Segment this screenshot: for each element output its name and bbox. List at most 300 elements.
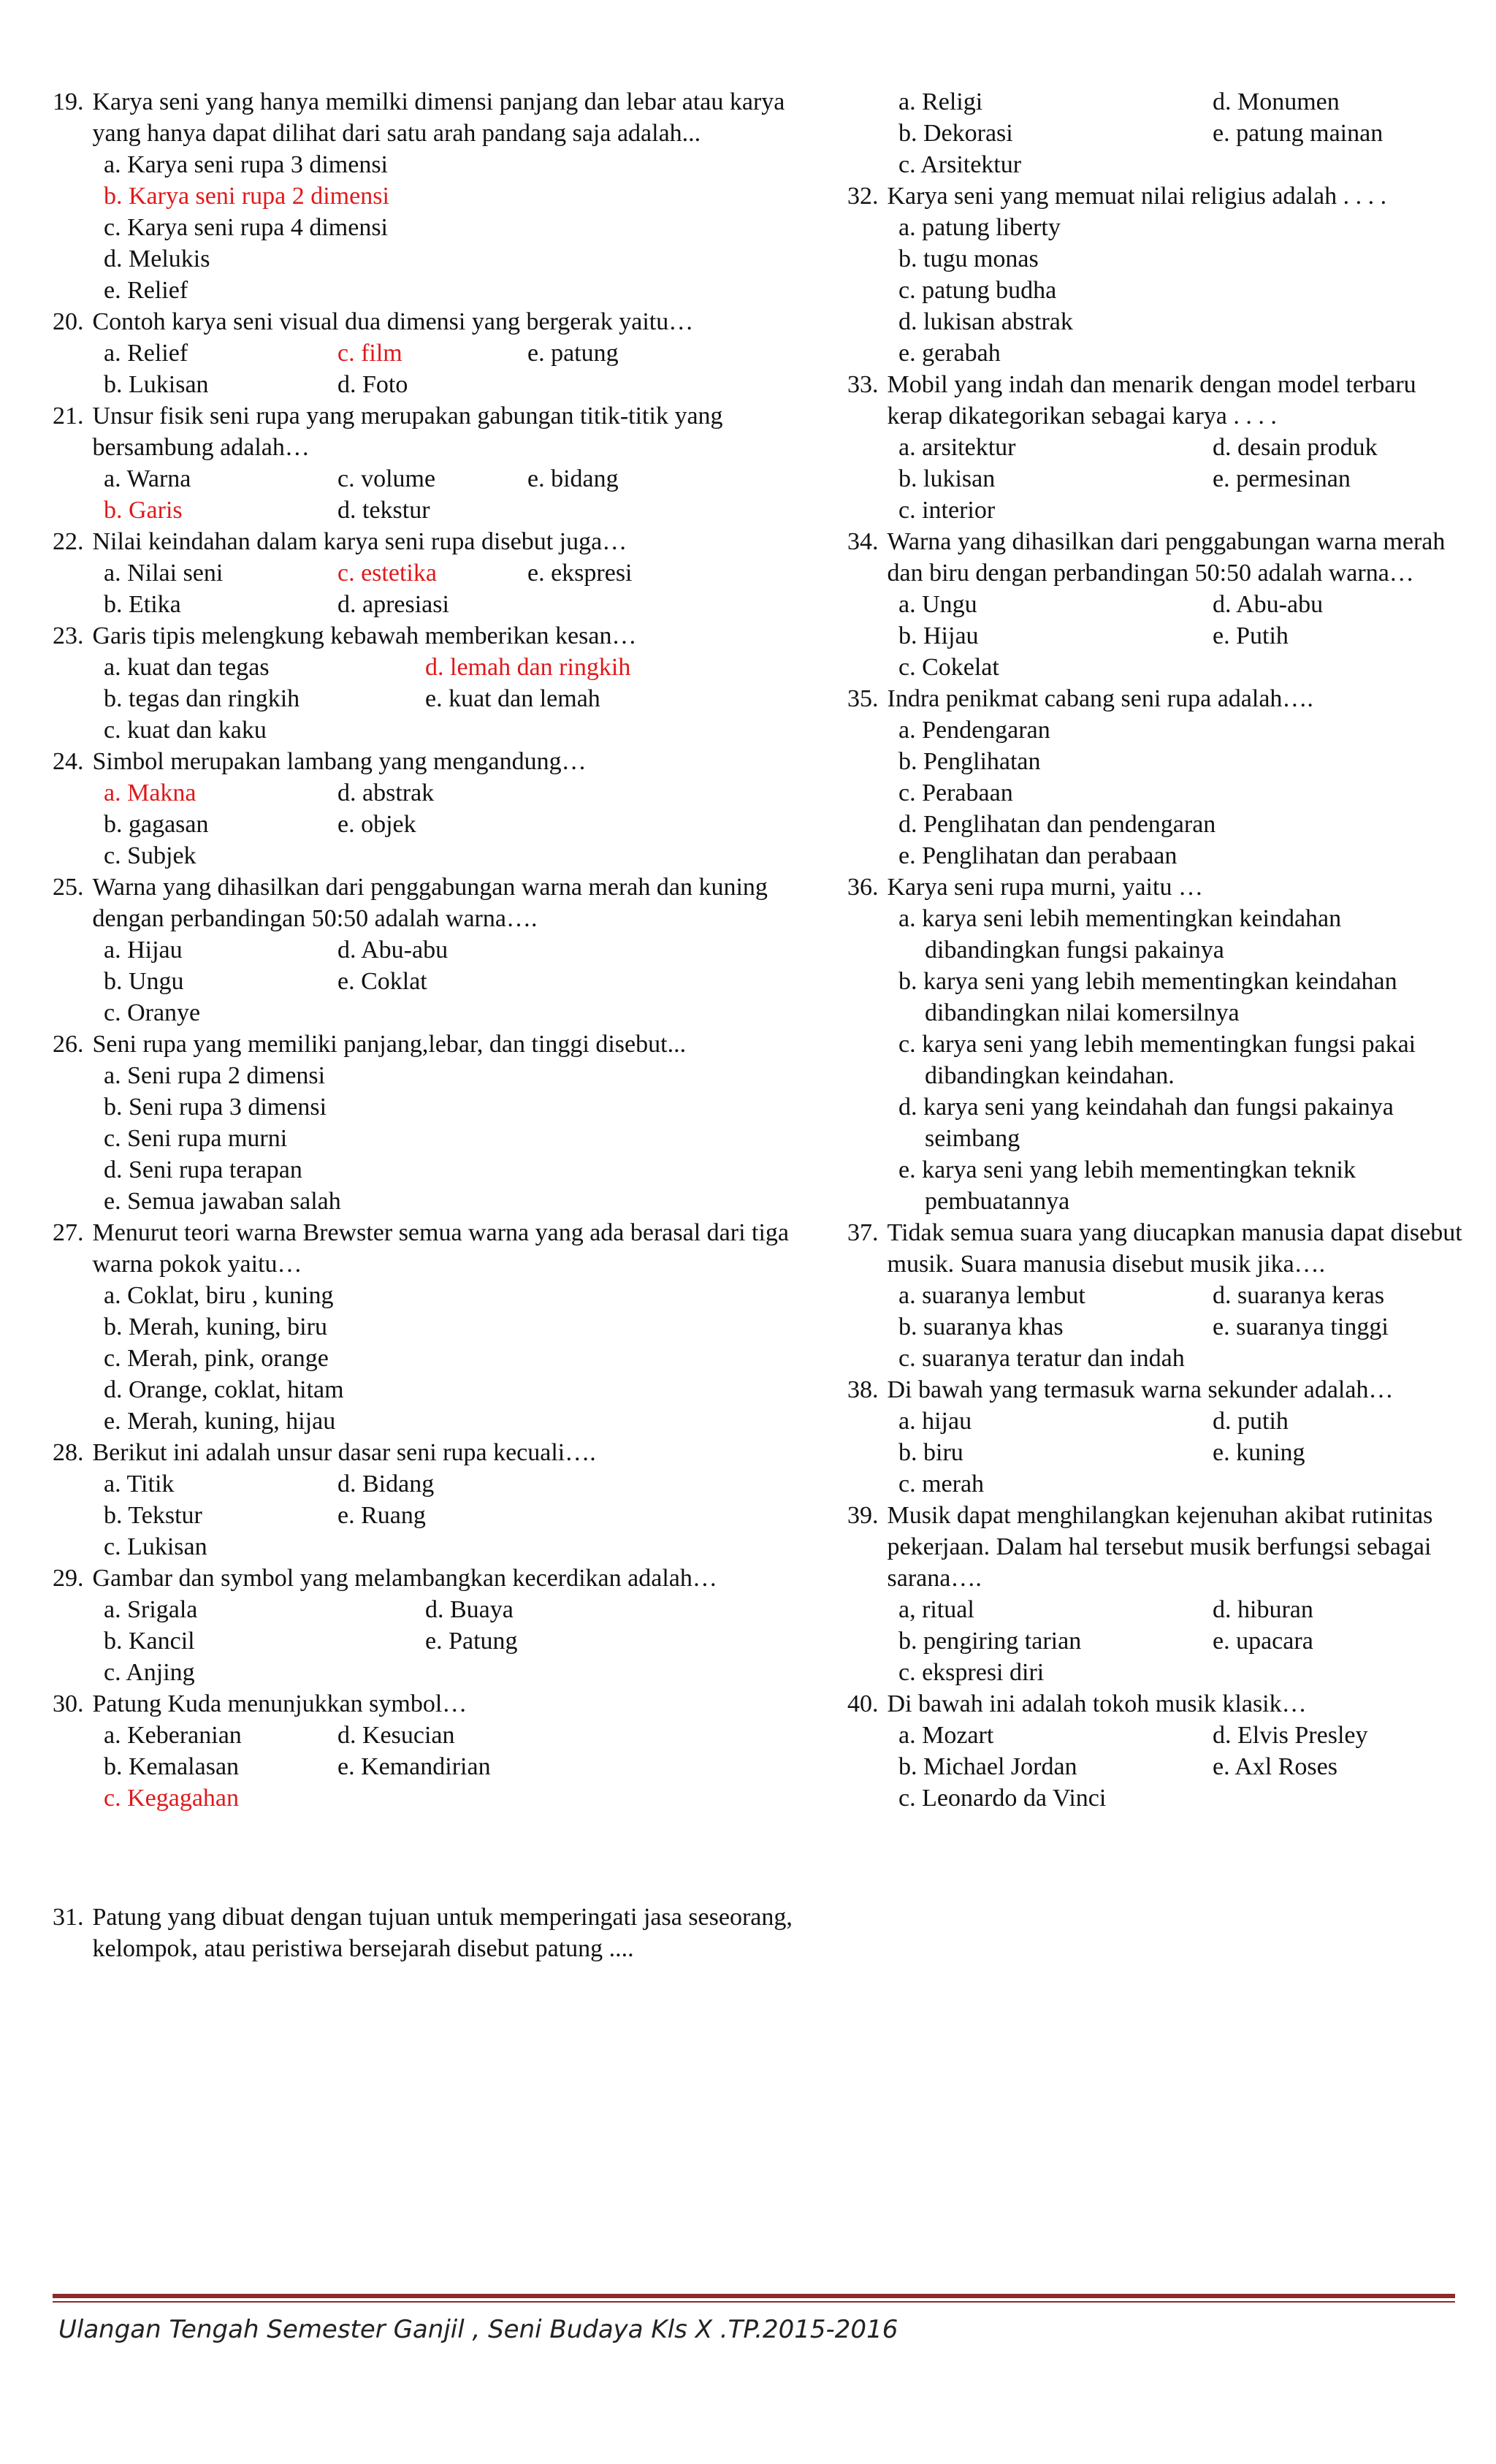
option-label: e. (337, 1502, 355, 1529)
answer-option (425, 1625, 805, 1657)
answer-option (898, 589, 1198, 620)
option-label: b. (104, 1628, 123, 1655)
question-30 (53, 1688, 805, 1814)
option-text: Kegagahan (127, 1785, 240, 1812)
option-label: e. (104, 1408, 121, 1435)
question-number: 27. (53, 1219, 84, 1246)
option-text: karya seni yang lebih mementingkan teknik pembuatannya (922, 1156, 1356, 1215)
option-label: e. (898, 340, 916, 367)
answer-option (104, 1531, 323, 1563)
option-text: Ungu (129, 968, 184, 995)
answer-option (1213, 1751, 1476, 1782)
option-label: c. (104, 842, 121, 869)
right-column (847, 86, 1476, 1814)
option-text: Hijau (127, 937, 183, 964)
option-label: a. (898, 1408, 916, 1435)
option-label: d. (337, 937, 356, 964)
option-label: a. (104, 1062, 121, 1089)
answer-option (1213, 1280, 1476, 1311)
question-text: Karya seni yang memuat nilai religius adalah . . . . (887, 183, 1387, 210)
answer-option (898, 903, 1476, 966)
question-text: Contoh karya seni visual dua dimensi yang bergerak yaitu… (92, 308, 694, 335)
answer-option (1213, 1594, 1476, 1625)
option-text: estetika (361, 560, 437, 587)
option-text: Oranye (127, 999, 201, 1026)
option-label: c. (104, 1345, 121, 1372)
option-label: b. (104, 497, 123, 524)
answer-option (527, 1468, 805, 1500)
option-label: a. (104, 1722, 121, 1749)
option-text: Titik (126, 1471, 175, 1498)
question-number: 23. (53, 622, 84, 649)
option-text: Warna (126, 465, 191, 492)
option-label: d. (337, 591, 356, 618)
option-text: suaranya keras (1237, 1282, 1385, 1309)
question-text: Berikut ini adalah unsur dasar seni rupa kecuali…. (92, 1439, 596, 1466)
option-label: b. (104, 811, 123, 838)
option-label: c. (104, 717, 121, 744)
option-text: objek (361, 811, 416, 838)
answer-option (104, 1060, 805, 1091)
option-text: ekspresi (551, 560, 633, 587)
option-label: e. (527, 560, 545, 587)
option-text: Michael Jordan (923, 1753, 1077, 1780)
option-text: lukisan (923, 465, 996, 492)
option-text: Religi (922, 88, 983, 115)
option-label: e. (1213, 120, 1230, 147)
answer-option (898, 809, 1476, 840)
answer-option (898, 620, 1198, 652)
option-label: c. (898, 1785, 916, 1812)
answer-option (1213, 1437, 1476, 1468)
answer-option (104, 337, 323, 369)
question-39 (847, 1500, 1476, 1688)
answer-option-correct (104, 777, 323, 809)
question-number: 29. (53, 1565, 84, 1592)
question-text: Menurut teori warna Brewster semua warna yang ada berasal dari tiga warna pokok yaitu… (92, 1219, 789, 1278)
option-text: Karya seni rupa 3 dimensi (127, 151, 388, 178)
answer-option (104, 1625, 411, 1657)
answer-option (104, 966, 323, 997)
question-number: 21. (53, 403, 84, 430)
answer-option (1213, 1625, 1476, 1657)
answer-option (104, 1123, 805, 1154)
option-text: permesinan (1236, 465, 1351, 492)
option-label: e. (1213, 1313, 1230, 1340)
answer-option (104, 1311, 805, 1343)
question-number: 40. (847, 1690, 879, 1717)
option-text: interior (922, 497, 996, 524)
question-text: Di bawah yang termasuk warna sekunder adalah… (887, 1376, 1394, 1403)
option-text: Putih (1236, 622, 1289, 649)
question-28 (53, 1437, 805, 1563)
question-number: 39. (847, 1502, 879, 1529)
question-35 (847, 683, 1476, 871)
option-text: biru (923, 1439, 963, 1466)
question-38 (847, 1374, 1476, 1500)
answer-option (898, 118, 1198, 149)
option-label: a. (898, 591, 916, 618)
question-text: Indra penikmat cabang seni rupa adalah…. (887, 685, 1313, 712)
answer-option (527, 1500, 805, 1531)
option-label: e. (898, 1156, 916, 1183)
question-40 (847, 1688, 1476, 1814)
answer-option (337, 809, 513, 840)
option-label: b. (104, 591, 123, 618)
option-text: Coklat, biru , kuning (127, 1282, 334, 1309)
answer-option (337, 1720, 513, 1751)
answer-option (898, 966, 1476, 1029)
answer-option (898, 714, 1476, 746)
option-text: Elvis Presley (1237, 1722, 1368, 1749)
option-label: e. (104, 277, 121, 304)
answer-option (898, 1405, 1198, 1437)
answer-option (104, 652, 411, 683)
left-column (53, 86, 805, 1964)
answer-option (898, 777, 1476, 809)
answer-option (898, 1343, 1198, 1374)
answer-option (898, 1437, 1198, 1468)
option-text: apresiasi (362, 591, 449, 618)
option-text: Tekstur (128, 1502, 202, 1529)
option-text: ekspresi diri (922, 1659, 1045, 1686)
option-text: Lukisan (129, 371, 209, 398)
option-text: Axl Roses (1234, 1753, 1337, 1780)
option-label: b. (898, 968, 917, 995)
option-text: Anjing (126, 1659, 195, 1686)
option-label: a. (898, 1282, 916, 1309)
answer-option (898, 1594, 1198, 1625)
option-text: upacara (1236, 1628, 1313, 1655)
option-label: b. (104, 1313, 123, 1340)
answer-option (104, 1468, 323, 1500)
answer-option (898, 1280, 1198, 1311)
option-label: b. (104, 685, 123, 712)
question-text: Karya seni rupa murni, yaitu … (887, 874, 1203, 901)
option-text: Merah, kuning, biru (129, 1313, 327, 1340)
answer-option (104, 149, 805, 180)
answer-option (337, 1500, 513, 1531)
answer-option (1213, 620, 1476, 652)
option-text: pengiring tarian (923, 1628, 1082, 1655)
option-text: Merah, pink, orange (127, 1345, 329, 1372)
question-number: 26. (53, 1031, 84, 1058)
answer-option (104, 1343, 805, 1374)
option-text: tegas dan ringkih (129, 685, 300, 712)
option-label: d. (1213, 1722, 1232, 1749)
question-number: 32. (847, 183, 879, 210)
option-label: b. (898, 622, 917, 649)
option-text: Relief (127, 277, 188, 304)
answer-option-correct (337, 557, 513, 589)
option-text: Ruang (361, 1502, 426, 1529)
question-text: Warna yang dihasilkan dari penggabungan warna merah dan biru dengan perbandingan 50:50 adalah warna… (887, 528, 1446, 587)
answer-option-correct (104, 180, 805, 212)
option-label: d. (337, 1471, 356, 1498)
answer-option-correct (104, 495, 323, 526)
answer-option (337, 589, 513, 620)
answer-option (337, 463, 513, 495)
option-label: c. (898, 1031, 916, 1058)
option-text: Kemalasan (129, 1753, 240, 1780)
answer-option (527, 934, 805, 966)
answer-option (898, 652, 1198, 683)
option-label: a. (104, 654, 121, 681)
option-text: Perabaan (922, 779, 1013, 806)
question-29 (53, 1563, 805, 1688)
option-text: Hijau (923, 622, 979, 649)
option-label: b. (104, 968, 123, 995)
option-label: a. (898, 214, 916, 241)
answer-option (104, 212, 805, 243)
option-text: abstrak (362, 779, 435, 806)
answer-option (104, 934, 323, 966)
option-label: e. (425, 685, 443, 712)
option-label: c. (104, 999, 121, 1026)
answer-option (898, 1468, 1198, 1500)
answer-option (425, 1594, 805, 1625)
option-text: Etika (129, 591, 181, 618)
option-label: c. (898, 1471, 916, 1498)
question-number: 35. (847, 685, 879, 712)
question-number: 34. (847, 528, 879, 555)
answer-option (898, 1720, 1198, 1751)
answer-option (1213, 1311, 1476, 1343)
answer-option (337, 369, 513, 400)
option-label: d. (425, 654, 444, 681)
question-number: 33. (847, 371, 879, 398)
option-label: e. (337, 811, 355, 838)
answer-option (1213, 1405, 1476, 1437)
question-text: Tidak semua suara yang diucapkan manusia dapat disebut musik. Suara manusia disebut musik jika…. (887, 1219, 1462, 1278)
option-text: merah (922, 1471, 985, 1498)
option-label: b. (898, 1313, 917, 1340)
answer-option (898, 840, 1476, 871)
answer-option (104, 1374, 805, 1405)
option-label: e. (527, 465, 545, 492)
option-label: d. (1213, 1282, 1232, 1309)
answer-option (898, 1782, 1198, 1814)
answer-option (104, 557, 323, 589)
option-text: Semua jawaban salah (127, 1188, 341, 1215)
question-text: Patung Kuda menunjukkan symbol… (92, 1690, 468, 1717)
option-label: c. (898, 277, 916, 304)
option-text: gagasan (129, 811, 209, 838)
question-26 (53, 1029, 805, 1217)
question-number: 36. (847, 874, 879, 901)
answer-option (104, 243, 805, 275)
option-text: desain produk (1237, 434, 1378, 461)
option-text: Buaya (450, 1596, 514, 1623)
option-label: e. (1213, 622, 1230, 649)
option-text: Nilai seni (127, 560, 224, 587)
question-number: 37. (847, 1219, 879, 1246)
option-text: Relief (127, 340, 188, 367)
answer-option (104, 369, 323, 400)
option-text: suaranya lembut (922, 1282, 1085, 1309)
option-label: b. (898, 1439, 917, 1466)
option-text: Kesucian (362, 1722, 455, 1749)
question-number: 22. (53, 528, 84, 555)
option-label: c. (104, 1785, 121, 1812)
option-text: gerabah (922, 340, 1001, 367)
option-text: patung liberty (922, 214, 1061, 241)
option-label: b. (104, 371, 123, 398)
option-label: b. (898, 245, 917, 272)
question-20 (53, 306, 805, 400)
answer-option (1213, 589, 1476, 620)
option-label: d. (898, 811, 917, 838)
option-text: kuat dan tegas (127, 654, 270, 681)
option-label: d. (337, 779, 356, 806)
option-text: Subjek (127, 842, 196, 869)
option-label: d. (898, 1094, 917, 1121)
option-text: suaranya teratur dan indah (922, 1345, 1185, 1372)
option-label: c. (898, 497, 916, 524)
option-label: e. (337, 1753, 355, 1780)
option-label: a. (104, 1282, 121, 1309)
answer-option (527, 966, 805, 997)
option-text: ritual (922, 1596, 974, 1623)
option-text: Seni rupa terapan (129, 1156, 302, 1183)
answer-option (527, 809, 805, 840)
answer-option (898, 212, 1476, 243)
option-text: patung (551, 340, 619, 367)
option-text: hijau (922, 1408, 972, 1435)
answer-option (1213, 463, 1476, 495)
question-25 (53, 871, 805, 1029)
answer-option (898, 149, 1198, 180)
option-label: c. (337, 465, 355, 492)
question-text: Nilai keindahan dalam karya seni rupa disebut juga… (92, 528, 627, 555)
footer-text: Ulangan Tengah Semester Ganjil , Seni Budaya Kls X .TP.2015-2016 (58, 2315, 898, 2344)
option-label: c. (104, 1125, 121, 1152)
option-label: c. (898, 1659, 916, 1686)
answer-option (898, 337, 1476, 369)
option-text: patung mainan (1236, 120, 1384, 147)
option-label: a. (104, 779, 121, 806)
answer-option (1213, 1720, 1476, 1751)
question-21 (53, 400, 805, 526)
option-label: e. (1213, 1628, 1230, 1655)
answer-option (104, 1280, 805, 1311)
question-number: 31. (53, 1904, 84, 1931)
option-text: Merah, kuning, hijau (127, 1408, 336, 1435)
option-text: Seni rupa 3 dimensi (129, 1094, 327, 1121)
option-label: e. (1213, 1753, 1230, 1780)
option-label: e. (337, 968, 355, 995)
question-number: 28. (53, 1439, 84, 1466)
option-label: e. (1213, 1439, 1230, 1466)
answer-option (1213, 432, 1476, 463)
option-text: hiburan (1237, 1596, 1313, 1623)
option-label: e. (425, 1628, 443, 1655)
option-text: tekstur (362, 497, 430, 524)
option-text: Abu-abu (361, 937, 449, 964)
answer-option (898, 1091, 1476, 1154)
option-label: c. (104, 214, 121, 241)
option-label: d. (337, 371, 356, 398)
question-text: Warna yang dihasilkan dari penggabungan warna merah dan kuning dengan perbandingan 50:50 adalah warna…. (92, 874, 768, 932)
answer-option (104, 1091, 805, 1123)
answer-option (898, 243, 1476, 275)
option-text: kuat dan lemah (449, 685, 600, 712)
option-label: c. (898, 1345, 916, 1372)
answer-option-correct (337, 337, 513, 369)
answer-option (104, 1594, 411, 1625)
answer-option (104, 840, 323, 871)
option-text: Keberanian (127, 1722, 242, 1749)
question-text: Mobil yang indah dan menarik dengan model terbaru kerap dikategorikan sebagai karya . . . . (887, 371, 1416, 430)
option-text: patung budha (922, 277, 1057, 304)
option-label: c. (337, 560, 355, 587)
answer-option (104, 683, 411, 714)
answer-option (104, 1154, 805, 1186)
option-text: suaranya tinggi (1236, 1313, 1389, 1340)
answer-option (898, 306, 1476, 337)
answer-option (337, 1751, 513, 1782)
answer-option (104, 1751, 323, 1782)
option-label: b. (104, 1753, 123, 1780)
option-text: karya seni yang lebih mementingkan fungsi pakai dibandingkan keindahan. (922, 1031, 1416, 1089)
option-label: a. (898, 88, 916, 115)
option-text: Melukis (129, 245, 210, 272)
option-label: a. (104, 1471, 121, 1498)
option-text: Orange, coklat, hitam (129, 1376, 344, 1403)
option-text: Mozart (922, 1722, 994, 1749)
option-text: Bidang (362, 1471, 435, 1498)
option-text: Penglihatan dan pendengaran (923, 811, 1216, 838)
option-label: c. (898, 654, 916, 681)
option-label: a. (898, 905, 916, 932)
option-label: d. (1213, 1408, 1232, 1435)
option-label: a. (104, 560, 121, 587)
question-37 (847, 1217, 1476, 1374)
option-text: film (361, 340, 402, 367)
answer-option (527, 1720, 805, 1751)
option-label: a. (104, 1596, 121, 1623)
option-text: Karya seni rupa 2 dimensi (129, 183, 389, 210)
answer-option (1213, 86, 1476, 118)
question-text: Unsur fisik seni rupa yang merupakan gabungan titik-titik yang bersambung adalah… (92, 403, 723, 461)
option-text: suaranya khas (923, 1313, 1064, 1340)
answer-option (104, 714, 411, 746)
option-label: b. (898, 748, 917, 775)
question-text: Gambar dan symbol yang melambangkan kecerdikan adalah… (92, 1565, 717, 1592)
question-text: Simbol merupakan lambang yang mengandung… (92, 748, 587, 775)
answer-option-correct (104, 1782, 323, 1814)
option-text: volume (361, 465, 436, 492)
option-text: kuat dan kaku (127, 717, 267, 744)
option-label: b. (104, 1502, 123, 1529)
option-label: c. (104, 1659, 121, 1686)
option-text: putih (1237, 1408, 1289, 1435)
option-label: d. (337, 1722, 356, 1749)
option-label: e. (1213, 465, 1230, 492)
option-text: Cokelat (922, 654, 999, 681)
answer-option (898, 1657, 1198, 1688)
answer-option (104, 275, 805, 306)
question-number: 38. (847, 1376, 879, 1403)
question-number: 19. (53, 88, 84, 115)
option-text: Lukisan (127, 1533, 207, 1560)
option-text: Pendengaran (922, 717, 1050, 744)
question-27 (53, 1217, 805, 1437)
question-33 (847, 369, 1476, 526)
option-text: Srigala (127, 1596, 198, 1623)
answer-option (337, 777, 513, 809)
option-text: kuning (1236, 1439, 1305, 1466)
